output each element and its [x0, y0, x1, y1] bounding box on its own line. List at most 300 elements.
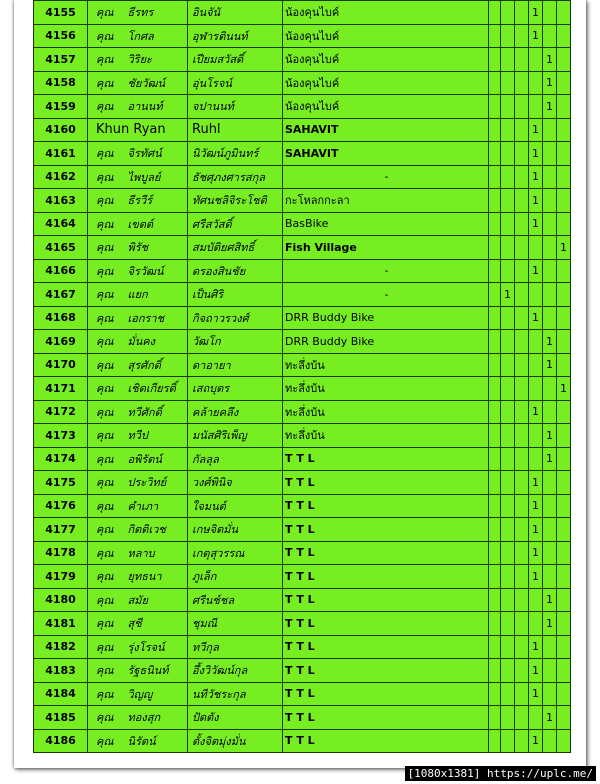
- tally-mark-cell: [557, 424, 571, 448]
- first-name-cell: รัฐธนินท์: [128, 659, 188, 683]
- tally-mark-cell: [501, 471, 515, 495]
- tally-mark-cell: 1: [529, 1, 543, 25]
- club-cell: DRR Buddy Bike: [283, 330, 489, 354]
- tally-mark-cell: 1: [529, 541, 543, 565]
- last-name-cell: นทีวัชระกุล: [188, 682, 283, 706]
- table-row: [34, 494, 571, 518]
- tally-mark-cell: [543, 212, 557, 236]
- club-cell: ทะลึ่งบ้น: [283, 353, 489, 377]
- tally-mark-cell: [501, 706, 515, 730]
- entry-number-cell: 4155: [34, 1, 88, 25]
- tally-mark-cell: [515, 682, 529, 706]
- table-row: [34, 48, 571, 72]
- first-name-cell: ธีรวีร์: [128, 189, 188, 213]
- tally-mark-cell: [501, 306, 515, 330]
- first-name-cell: วิริยะ: [128, 48, 188, 72]
- name-prefix-cell: คุณ: [88, 236, 128, 260]
- entry-number-cell: 4176: [34, 494, 88, 518]
- entry-number-cell: 4164: [34, 212, 88, 236]
- tally-mark-cell: [501, 635, 515, 659]
- table-row: [34, 24, 571, 48]
- name-prefix-cell: คุณ: [88, 518, 128, 542]
- tally-mark-cell: [489, 706, 501, 730]
- first-name-cell: มั่นคง: [128, 330, 188, 354]
- tally-mark-cell: [557, 1, 571, 25]
- tally-mark-cell: [529, 353, 543, 377]
- last-name-cell: ทวีกุล: [188, 635, 283, 659]
- tally-mark-cell: [529, 588, 543, 612]
- name-prefix-cell: คุณ: [88, 24, 128, 48]
- table-row: [34, 283, 571, 307]
- tally-mark-cell: [501, 447, 515, 471]
- first-name-cell: ยุทธนา: [128, 565, 188, 589]
- first-name-cell: รุ่งโรจน์: [128, 635, 188, 659]
- tally-mark-cell: 1: [529, 189, 543, 213]
- entry-number-cell: 4185: [34, 706, 88, 730]
- first-name-cell: พิรัช: [128, 236, 188, 260]
- entry-number-cell: 4166: [34, 259, 88, 283]
- first-name-cell: หลาบ: [128, 541, 188, 565]
- tally-mark-cell: [501, 659, 515, 683]
- tally-mark-cell: [543, 471, 557, 495]
- club-cell: -: [283, 259, 489, 283]
- club-cell: T T L: [283, 518, 489, 542]
- tally-mark-cell: [515, 729, 529, 753]
- table-row: [34, 518, 571, 542]
- tally-mark-cell: [515, 659, 529, 683]
- last-name-cell: นิวัฒน์ภูมินทร์: [188, 142, 283, 166]
- tally-mark-cell: [543, 189, 557, 213]
- tally-mark-cell: [501, 330, 515, 354]
- name-prefix-cell: คุณ: [88, 424, 128, 448]
- tally-mark-cell: [529, 424, 543, 448]
- tally-mark-cell: [543, 283, 557, 307]
- tally-mark-cell: [515, 142, 529, 166]
- club-cell: ทะลึ่งบ้น: [283, 377, 489, 401]
- entry-number-cell: 4182: [34, 635, 88, 659]
- table-row: [34, 95, 571, 119]
- tally-mark-cell: [557, 118, 571, 142]
- name-prefix-cell: คุณ: [88, 330, 128, 354]
- tally-mark-cell: [515, 118, 529, 142]
- tally-mark-cell: [501, 541, 515, 565]
- entry-number-cell: 4183: [34, 659, 88, 683]
- tally-mark-cell: [515, 71, 529, 95]
- tally-mark-cell: [515, 565, 529, 589]
- tally-mark-cell: 1: [529, 518, 543, 542]
- first-name-cell: ไพบูลย์: [128, 165, 188, 189]
- name-prefix-cell: คุณ: [88, 635, 128, 659]
- last-name-cell: คล้ายคลึง: [188, 400, 283, 424]
- club-cell: T T L: [283, 729, 489, 753]
- last-name-cell: เป็นศิริ: [188, 283, 283, 307]
- last-name-cell: เกตุสุวรรณ: [188, 541, 283, 565]
- club-cell: SAHAVIT: [283, 142, 489, 166]
- entry-number-cell: 4156: [34, 24, 88, 48]
- table-row: [34, 400, 571, 424]
- table-row: [34, 659, 571, 683]
- first-name-cell: ประวิทย์: [128, 471, 188, 495]
- tally-mark-cell: [489, 541, 501, 565]
- entry-number-cell: 4158: [34, 71, 88, 95]
- tally-mark-cell: [501, 424, 515, 448]
- tally-mark-cell: [543, 118, 557, 142]
- name-prefix-cell: คุณ: [88, 682, 128, 706]
- tally-mark-cell: [529, 283, 543, 307]
- tally-mark-cell: [557, 588, 571, 612]
- table-row: [34, 377, 571, 401]
- tally-mark-cell: [515, 471, 529, 495]
- tally-mark-cell: [515, 353, 529, 377]
- tally-mark-cell: [489, 494, 501, 518]
- tally-mark-cell: [489, 447, 501, 471]
- tally-mark-cell: 1: [529, 24, 543, 48]
- tally-mark-cell: 1: [529, 494, 543, 518]
- tally-mark-cell: [501, 212, 515, 236]
- club-cell: T T L: [283, 494, 489, 518]
- name-prefix-cell: คุณ: [88, 588, 128, 612]
- table-row: [34, 71, 571, 95]
- tally-mark-cell: 1: [529, 306, 543, 330]
- tally-mark-cell: [489, 518, 501, 542]
- tally-mark-cell: [515, 377, 529, 401]
- tally-mark-cell: [543, 729, 557, 753]
- tally-mark-cell: [557, 48, 571, 72]
- name-prefix-cell: Khun Ryan: [88, 118, 188, 142]
- club-cell: น้องคุนไบค์: [283, 24, 489, 48]
- name-prefix-cell: คุณ: [88, 48, 128, 72]
- entry-number-cell: 4159: [34, 95, 88, 119]
- name-prefix-cell: คุณ: [88, 377, 128, 401]
- tally-mark-cell: [515, 48, 529, 72]
- tally-mark-cell: [515, 494, 529, 518]
- table-row: [34, 588, 571, 612]
- tally-mark-cell: [557, 24, 571, 48]
- tally-mark-cell: 1: [529, 165, 543, 189]
- tally-mark-cell: [489, 71, 501, 95]
- tally-mark-cell: 1: [529, 400, 543, 424]
- tally-mark-cell: 1: [543, 71, 557, 95]
- tally-mark-cell: [489, 682, 501, 706]
- tally-mark-cell: [515, 1, 529, 25]
- tally-mark-cell: [557, 706, 571, 730]
- club-cell: T T L: [283, 447, 489, 471]
- tally-mark-cell: [489, 165, 501, 189]
- club-cell: SAHAVIT: [283, 118, 489, 142]
- tally-mark-cell: [515, 330, 529, 354]
- first-name-cell: ธีรทร: [128, 1, 188, 25]
- roster-table: [33, 0, 571, 753]
- table-row: [34, 565, 571, 589]
- tally-mark-cell: [515, 236, 529, 260]
- tally-mark-cell: [515, 189, 529, 213]
- entry-number-cell: 4169: [34, 330, 88, 354]
- tally-mark-cell: [557, 71, 571, 95]
- club-cell: T T L: [283, 682, 489, 706]
- tally-mark-cell: [543, 1, 557, 25]
- tally-mark-cell: [489, 353, 501, 377]
- tally-mark-cell: [489, 377, 501, 401]
- tally-mark-cell: [515, 447, 529, 471]
- tally-mark-cell: [515, 541, 529, 565]
- tally-mark-cell: 1: [543, 48, 557, 72]
- tally-mark-cell: [557, 518, 571, 542]
- tally-mark-cell: 1: [529, 259, 543, 283]
- tally-mark-cell: [515, 612, 529, 636]
- last-name-cell: ชุมณี: [188, 612, 283, 636]
- club-cell: T T L: [283, 659, 489, 683]
- name-prefix-cell: คุณ: [88, 541, 128, 565]
- tally-mark-cell: [501, 165, 515, 189]
- table-row: [34, 165, 571, 189]
- entry-number-cell: 4161: [34, 142, 88, 166]
- entry-number-cell: 4173: [34, 424, 88, 448]
- tally-mark-cell: [501, 518, 515, 542]
- entry-number-cell: 4186: [34, 729, 88, 753]
- tally-mark-cell: [515, 588, 529, 612]
- table-row: [34, 353, 571, 377]
- tally-mark-cell: [529, 447, 543, 471]
- tally-mark-cell: [529, 236, 543, 260]
- tally-mark-cell: 1: [543, 612, 557, 636]
- tally-mark-cell: [529, 377, 543, 401]
- last-name-cell: สมบัติยศสิทธิ์: [188, 236, 283, 260]
- table-row: [34, 682, 571, 706]
- tally-mark-cell: 1: [557, 377, 571, 401]
- tally-mark-cell: [557, 189, 571, 213]
- tally-mark-cell: [489, 95, 501, 119]
- image-size-footer: [1080x1381] https://uplc.me/: [405, 766, 596, 781]
- tally-mark-cell: [557, 330, 571, 354]
- first-name-cell: ทวีป: [128, 424, 188, 448]
- tally-mark-cell: [489, 659, 501, 683]
- tally-mark-cell: [515, 24, 529, 48]
- tally-mark-cell: [515, 165, 529, 189]
- tally-mark-cell: [489, 212, 501, 236]
- tally-mark-cell: [557, 659, 571, 683]
- tally-mark-cell: [557, 494, 571, 518]
- first-name-cell: สมัย: [128, 588, 188, 612]
- last-name-cell: อินจันั: [188, 1, 283, 25]
- tally-mark-cell: [557, 635, 571, 659]
- tally-mark-cell: [489, 330, 501, 354]
- entry-number-cell: 4168: [34, 306, 88, 330]
- tally-mark-cell: [501, 729, 515, 753]
- tally-mark-cell: [515, 635, 529, 659]
- tally-mark-cell: [489, 635, 501, 659]
- name-prefix-cell: คุณ: [88, 659, 128, 683]
- last-name-cell: เสถบุตร: [188, 377, 283, 401]
- table-row: [34, 236, 571, 260]
- tally-mark-cell: 1: [557, 236, 571, 260]
- club-cell: DRR Buddy Bike: [283, 306, 489, 330]
- tally-mark-cell: [501, 353, 515, 377]
- table-row: [34, 142, 571, 166]
- last-name-cell: มนัสศิริเพ็ญ: [188, 424, 283, 448]
- club-cell: -: [283, 165, 489, 189]
- first-name-cell: วิญญู: [128, 682, 188, 706]
- entry-number-cell: 4177: [34, 518, 88, 542]
- tally-mark-cell: [543, 518, 557, 542]
- tally-mark-cell: 1: [543, 330, 557, 354]
- tally-mark-cell: [489, 471, 501, 495]
- name-prefix-cell: คุณ: [88, 612, 128, 636]
- name-prefix-cell: คุณ: [88, 71, 128, 95]
- table-row: [34, 189, 571, 213]
- tally-mark-cell: [515, 259, 529, 283]
- last-name-cell: เปียมสวัสดิ์: [188, 48, 283, 72]
- tally-mark-cell: [557, 142, 571, 166]
- club-cell: T T L: [283, 565, 489, 589]
- tally-mark-cell: [501, 236, 515, 260]
- last-name-cell: ใจมนต์: [188, 494, 283, 518]
- tally-mark-cell: 1: [529, 635, 543, 659]
- last-name-cell: ทัศนชลิจิระโชติ: [188, 189, 283, 213]
- table-row: [34, 259, 571, 283]
- tally-mark-cell: [557, 306, 571, 330]
- first-name-cell: จิรทัศน์: [128, 142, 188, 166]
- name-prefix-cell: คุณ: [88, 729, 128, 753]
- tally-mark-cell: [557, 541, 571, 565]
- tally-mark-cell: [489, 729, 501, 753]
- first-name-cell: จิรวัฒน์: [128, 259, 188, 283]
- tally-mark-cell: [557, 471, 571, 495]
- last-name-cell: ดาอายา: [188, 353, 283, 377]
- table-row: [34, 612, 571, 636]
- entry-number-cell: 4172: [34, 400, 88, 424]
- tally-mark-cell: [489, 24, 501, 48]
- tally-mark-cell: [501, 24, 515, 48]
- entry-number-cell: 4180: [34, 588, 88, 612]
- tally-mark-cell: [543, 565, 557, 589]
- tally-mark-cell: 1: [529, 471, 543, 495]
- club-cell: BasBike: [283, 212, 489, 236]
- entry-number-cell: 4178: [34, 541, 88, 565]
- first-name-cell: เชิดเกียรติ์: [128, 377, 188, 401]
- tally-mark-cell: [529, 71, 543, 95]
- tally-mark-cell: [529, 330, 543, 354]
- tally-mark-cell: [501, 142, 515, 166]
- last-name-cell: อุ่นโรจน์: [188, 71, 283, 95]
- entry-number-cell: 4162: [34, 165, 88, 189]
- name-prefix-cell: คุณ: [88, 471, 128, 495]
- tally-mark-cell: [557, 682, 571, 706]
- club-cell: T T L: [283, 471, 489, 495]
- name-prefix-cell: คุณ: [88, 95, 128, 119]
- tally-mark-cell: [501, 1, 515, 25]
- name-prefix-cell: คุณ: [88, 447, 128, 471]
- first-name-cell: นิรัตน์: [128, 729, 188, 753]
- club-cell: ทะลึ่งบ้น: [283, 400, 489, 424]
- tally-mark-cell: [501, 259, 515, 283]
- club-cell: Fish Village: [283, 236, 489, 260]
- tally-mark-cell: [543, 142, 557, 166]
- tally-mark-cell: [557, 729, 571, 753]
- table-row: [34, 447, 571, 471]
- tally-mark-cell: [557, 212, 571, 236]
- tally-mark-cell: [557, 95, 571, 119]
- tally-mark-cell: 1: [529, 118, 543, 142]
- last-name-cell: อุฬารตินนท์: [188, 24, 283, 48]
- tally-mark-cell: 1: [543, 588, 557, 612]
- first-name-cell: คำเภา: [128, 494, 188, 518]
- tally-mark-cell: [489, 565, 501, 589]
- entry-number-cell: 4181: [34, 612, 88, 636]
- tally-mark-cell: [529, 95, 543, 119]
- tally-mark-cell: [515, 95, 529, 119]
- last-name-cell: จปานนท์: [188, 95, 283, 119]
- entry-number-cell: 4165: [34, 236, 88, 260]
- tally-mark-cell: [543, 494, 557, 518]
- entry-number-cell: 4163: [34, 189, 88, 213]
- table-row: [34, 729, 571, 753]
- first-name-cell: สุรศักดิ์: [128, 353, 188, 377]
- tally-mark-cell: [557, 165, 571, 189]
- entry-number-cell: 4160: [34, 118, 88, 142]
- tally-mark-cell: [501, 612, 515, 636]
- name-prefix-cell: คุณ: [88, 494, 128, 518]
- tally-mark-cell: 1: [529, 565, 543, 589]
- entry-number-cell: 4167: [34, 283, 88, 307]
- tally-mark-cell: 1: [543, 353, 557, 377]
- tally-mark-cell: [543, 377, 557, 401]
- tally-mark-cell: [543, 659, 557, 683]
- name-prefix-cell: คุณ: [88, 165, 128, 189]
- last-name-cell: ดรองสินชัย: [188, 259, 283, 283]
- tally-mark-cell: 1: [543, 447, 557, 471]
- tally-mark-cell: [557, 353, 571, 377]
- tally-mark-cell: [501, 71, 515, 95]
- tally-mark-cell: [543, 541, 557, 565]
- table-row: [34, 306, 571, 330]
- first-name-cell: เอกราช: [128, 306, 188, 330]
- tally-mark-cell: [501, 189, 515, 213]
- first-name-cell: แยก: [128, 283, 188, 307]
- tally-mark-cell: [489, 612, 501, 636]
- tally-mark-cell: 1: [543, 95, 557, 119]
- tally-mark-cell: [515, 706, 529, 730]
- table-row: [34, 541, 571, 565]
- tally-mark-cell: 1: [501, 283, 515, 307]
- tally-mark-cell: [489, 142, 501, 166]
- tally-mark-cell: [543, 682, 557, 706]
- first-name-cell: อานนท์: [128, 95, 188, 119]
- entry-number-cell: 4175: [34, 471, 88, 495]
- table-row: [34, 212, 571, 236]
- tally-mark-cell: 1: [529, 659, 543, 683]
- tally-mark-cell: [529, 706, 543, 730]
- tally-mark-cell: [515, 424, 529, 448]
- tally-mark-cell: [489, 48, 501, 72]
- table-row: [34, 424, 571, 448]
- club-cell: กะโหลกกะลา: [283, 189, 489, 213]
- first-name-cell: อพิรัตน์: [128, 447, 188, 471]
- first-name-cell: ทองสุก: [128, 706, 188, 730]
- name-prefix-cell: คุณ: [88, 283, 128, 307]
- name-prefix-cell: คุณ: [88, 1, 128, 25]
- name-prefix-cell: คุณ: [88, 142, 128, 166]
- tally-mark-cell: [529, 48, 543, 72]
- tally-mark-cell: [543, 306, 557, 330]
- tally-mark-cell: [489, 118, 501, 142]
- tally-mark-cell: 1: [529, 142, 543, 166]
- tally-mark-cell: [543, 635, 557, 659]
- first-name-cell: สุชี: [128, 612, 188, 636]
- name-prefix-cell: คุณ: [88, 189, 128, 213]
- table-row: [34, 118, 571, 142]
- name-prefix-cell: คุณ: [88, 306, 128, 330]
- tally-mark-cell: [489, 306, 501, 330]
